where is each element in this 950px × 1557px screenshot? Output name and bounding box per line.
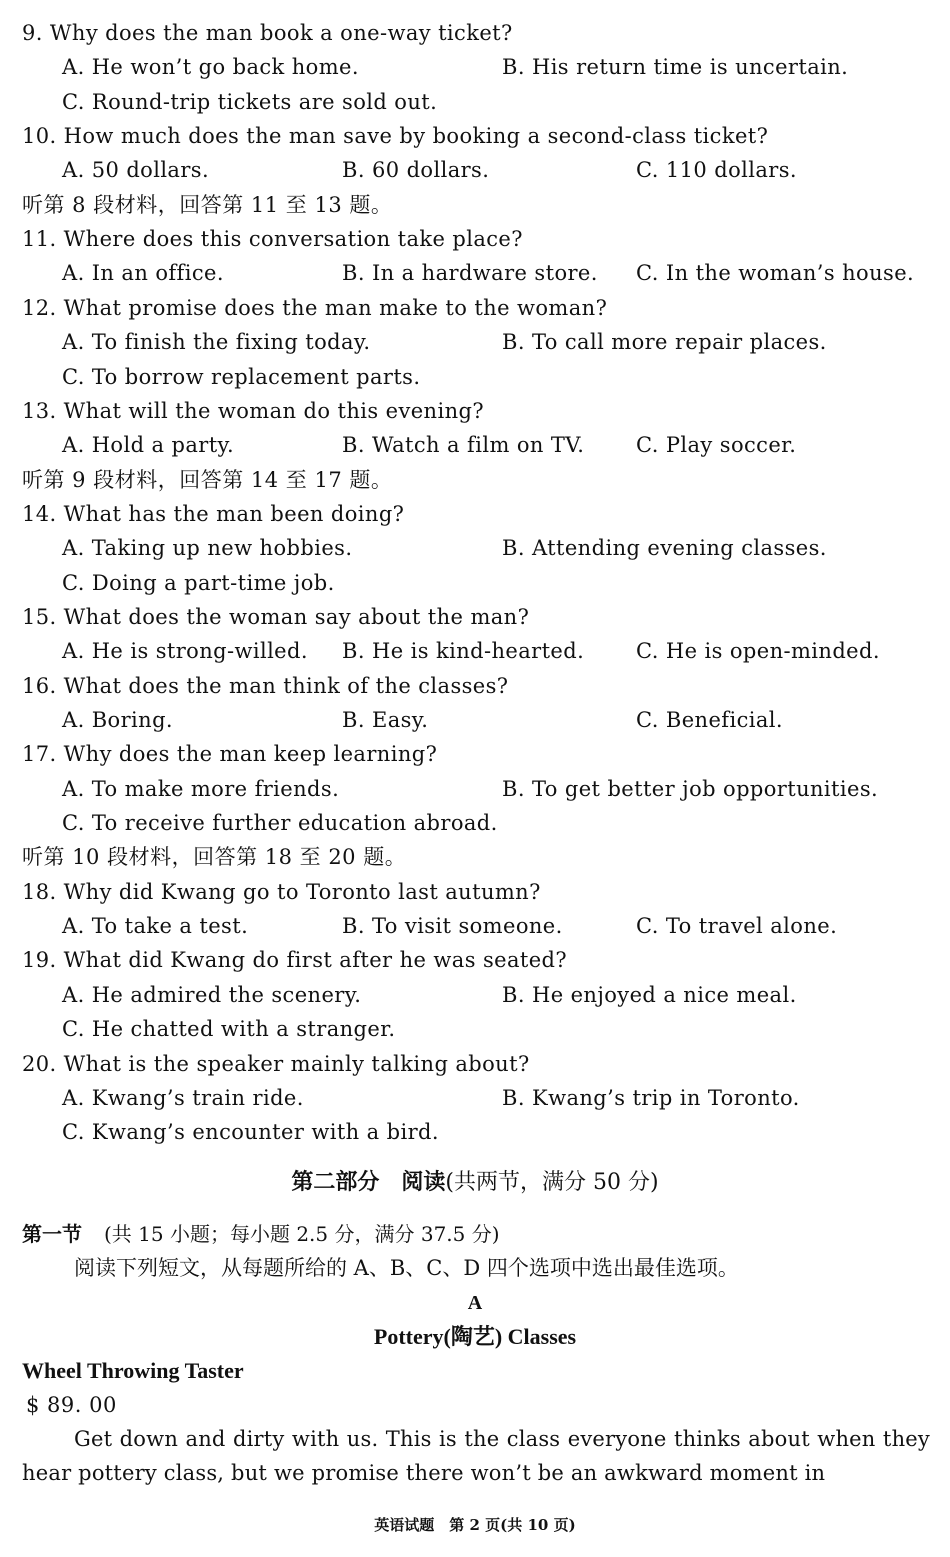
question-row: [0, 291, 950, 325]
answer-option: C. Kwang’s encounter with a bird.: [62, 1120, 439, 1145]
question-row: [0, 497, 950, 531]
answer-option: C. To borrow replacement parts.: [62, 364, 421, 389]
question-row: [0, 222, 950, 256]
answer-option: B. 60 dollars.: [342, 158, 490, 183]
answer-option: B. His return time is uncertain.: [502, 55, 849, 80]
question-text: 15. What does the woman say about the man?: [22, 604, 530, 629]
question-text: 17. Why does the man keep learning?: [22, 742, 438, 767]
page-footer: 英语试题 第 2 页(共 10 页): [374, 1516, 576, 1534]
answer-option: B. To visit someone.: [342, 914, 563, 939]
question-row: [0, 943, 950, 977]
options-row: [0, 428, 950, 462]
options-row: [0, 1012, 950, 1046]
question-text: 10. How much does the man save by booking a second-class ticket?: [22, 124, 769, 149]
answer-option: A. To make more friends.: [62, 776, 340, 801]
answer-option: B. Watch a film on TV.: [342, 433, 585, 458]
options-row: [0, 772, 950, 806]
options-row: [0, 50, 950, 84]
part-two-score: (共两节，满分 50 分): [445, 1170, 659, 1195]
options-row: [0, 1081, 950, 1115]
question-text: 14. What has the man been doing?: [22, 501, 405, 526]
listening-section-instruction: [0, 188, 950, 222]
options-row: [0, 360, 950, 394]
answer-option: A. Hold a party.: [62, 433, 235, 458]
answer-option: A. Taking up new hobbies.: [62, 536, 353, 561]
answer-option: A. 50 dollars.: [62, 158, 210, 183]
answer-option: C. Beneficial.: [636, 708, 783, 732]
listening-instruction-text: 听第 10 段材料，回答第 18 至 20 题。: [22, 845, 407, 870]
class-price: $ 89. 00: [26, 1393, 117, 1417]
passage-letter: A: [467, 1292, 483, 1314]
answer-option: C. To travel alone.: [636, 914, 838, 939]
options-row: [0, 1115, 950, 1149]
question-row: [0, 600, 950, 634]
question-row: [0, 1047, 950, 1081]
question-row: [0, 875, 950, 909]
options-row: [0, 909, 950, 943]
section-one-label: 第一节: [22, 1222, 82, 1246]
answer-option: C. Play soccer.: [636, 433, 797, 458]
question-text: 20. What is the speaker mainly talking about?: [22, 1051, 530, 1076]
options-row: [0, 566, 950, 600]
question-text: 18. Why did Kwang go to Toronto last autumn?: [22, 879, 541, 904]
answer-option: B. To get better job opportunities.: [502, 776, 879, 801]
answer-option: A. He admired the scenery.: [62, 982, 362, 1007]
question-text: 13. What will the woman do this evening?: [22, 398, 485, 423]
question-text: 12. What promise does the man make to the woman?: [22, 295, 608, 320]
answer-option: A. Kwang’s train ride.: [62, 1085, 304, 1110]
answer-option: C. To receive further education abroad.: [62, 811, 498, 836]
answer-option: C. He is open-minded.: [636, 639, 880, 664]
answer-option: B. Attending evening classes.: [502, 536, 827, 561]
answer-option: B. Easy.: [342, 708, 429, 732]
listening-instruction-text: 听第 9 段材料，回答第 14 至 17 题。: [22, 467, 393, 492]
answer-option: C. Doing a part-time job.: [62, 570, 335, 595]
question-text: 19. What did Kwang do first after he was seated?: [22, 948, 568, 973]
answer-option: A. To finish the fixing today.: [62, 330, 371, 355]
answer-option: C. Round-trip tickets are sold out.: [62, 89, 438, 114]
section-one-header: [22, 1218, 500, 1250]
options-row: [0, 256, 950, 290]
options-row: [0, 531, 950, 565]
question-text: 16. What does the man think of the classes?: [22, 673, 509, 698]
section-one-detail: (共 15 小题；每小题 2.5 分，满分 37.5 分): [104, 1222, 500, 1246]
question-row: [0, 16, 950, 50]
part-two-title: [0, 1164, 950, 1200]
question-text: 9. Why does the man book a one-way ticket?: [22, 21, 513, 45]
question-row: [0, 669, 950, 703]
class-name: Wheel Throwing Taster: [22, 1358, 244, 1383]
answer-option: A. To take a test.: [62, 914, 249, 939]
answer-option: A. In an office.: [62, 261, 224, 286]
question-row: [0, 119, 950, 153]
answer-option: B. Kwang’s trip in Toronto.: [502, 1085, 800, 1110]
part-two-heading: 第二部分 阅读: [291, 1169, 446, 1195]
section-instruction: 阅读下列短文，从每题所给的 A、B、C、D 四个选项中选出最佳选项。: [74, 1256, 739, 1280]
answer-option: C. He chatted with a stranger.: [62, 1017, 396, 1042]
answer-option: B. In a hardware store.: [342, 261, 598, 286]
listening-section-instruction: [0, 463, 950, 497]
options-row: [0, 806, 950, 840]
question-row: [0, 394, 950, 428]
answer-option: C. 110 dollars.: [636, 158, 797, 183]
answer-option: B. He is kind-hearted.: [342, 639, 585, 664]
passage-title: Pottery(陶艺) Classes: [373, 1324, 577, 1349]
listening-instruction-text: 听第 8 段材料，回答第 11 至 13 题。: [22, 192, 393, 217]
passage-paragraph: Get down and dirty with us. This is the class everyone thinks about when they hear pottery class, but we promise there won’t be an awkward moment in: [22, 1427, 930, 1485]
listening-section-instruction: [0, 840, 950, 874]
options-row: [0, 153, 950, 187]
question-row: [0, 737, 950, 771]
answer-option: B. He enjoyed a nice meal.: [502, 982, 797, 1007]
options-row: [0, 325, 950, 359]
question-text: 11. Where does this conversation take place?: [22, 227, 523, 252]
answer-option: C. In the woman’s house.: [636, 261, 915, 286]
options-row: [0, 634, 950, 668]
answer-option: A. He is strong-willed.: [62, 639, 308, 664]
options-row: [0, 978, 950, 1012]
options-row: [0, 85, 950, 119]
answer-option: A. Boring.: [62, 708, 173, 732]
options-row: [0, 703, 950, 737]
answer-option: B. To call more repair places.: [502, 330, 827, 355]
answer-option: A. He won’t go back home.: [62, 55, 359, 80]
